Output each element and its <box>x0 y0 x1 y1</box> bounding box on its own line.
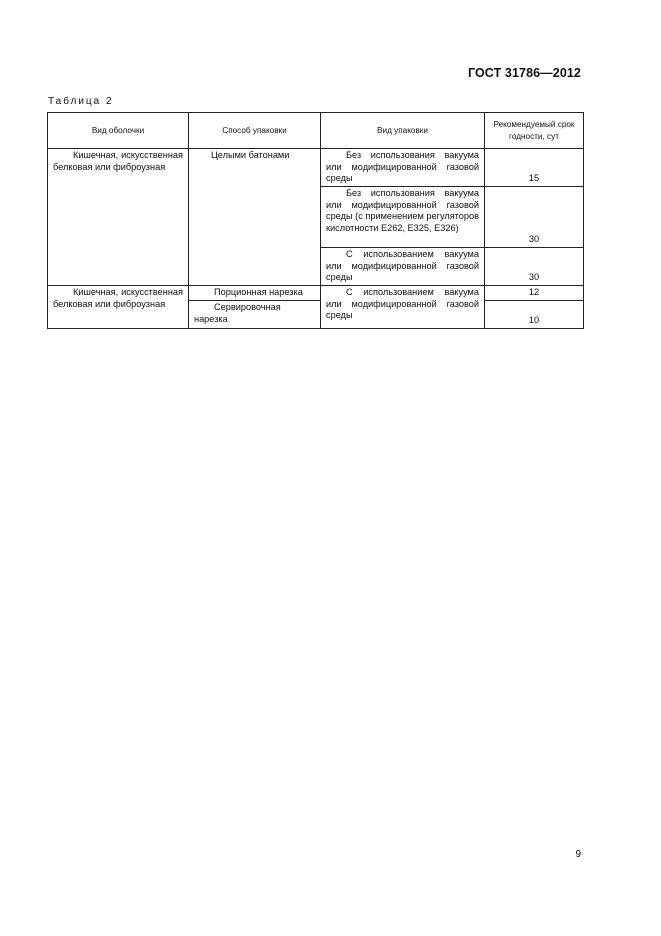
casing-cell: Кишечная, искусственная белковая или фиброузная <box>48 286 189 329</box>
package-type-cell: С использованием вакуума или модифицированной газовой среды <box>321 286 485 329</box>
page-number: 9 <box>575 849 581 860</box>
column-header-shelf-life: Рекомендуемый срок годности, сут <box>485 113 584 149</box>
packing-method-cell: Сервировочная нарезка <box>189 301 321 329</box>
table-row <box>48 149 584 187</box>
column-header-packing-method: Способ упаковки <box>189 113 321 149</box>
document-code: ГОСТ 31786—2012 <box>467 66 581 80</box>
package-type-cell: Без использования вакуума или модифицированной газовой среды <box>321 149 485 187</box>
column-header-casing: Вид оболочки <box>48 113 189 149</box>
shelf-life-cell: 30 <box>485 248 584 286</box>
table-header-row <box>48 113 584 149</box>
column-header-package-type: Вид упаковки <box>321 113 485 149</box>
shelf-life-table <box>47 112 584 329</box>
shelf-life-cell: 12 <box>485 286 584 301</box>
table-caption: Таблица 2 <box>48 96 114 107</box>
table-row <box>48 286 584 301</box>
shelf-life-cell: 30 <box>485 187 584 248</box>
shelf-life-cell: 10 <box>485 301 584 329</box>
shelf-life-cell: 15 <box>485 149 584 187</box>
packing-method-cell: Порционная нарезка <box>189 286 321 301</box>
package-type-cell: Без использования вакуума или модифицированной газовой среды (с применением регуляторов кислотности Е262, Е325, Е326) <box>321 187 485 248</box>
casing-cell: Кишечная, искусственная белковая или фиброузная <box>48 149 189 286</box>
package-type-cell: С использованием вакуума или модифицированной газовой среды <box>321 248 485 286</box>
packing-method-cell: Целыми батонами <box>189 149 321 286</box>
